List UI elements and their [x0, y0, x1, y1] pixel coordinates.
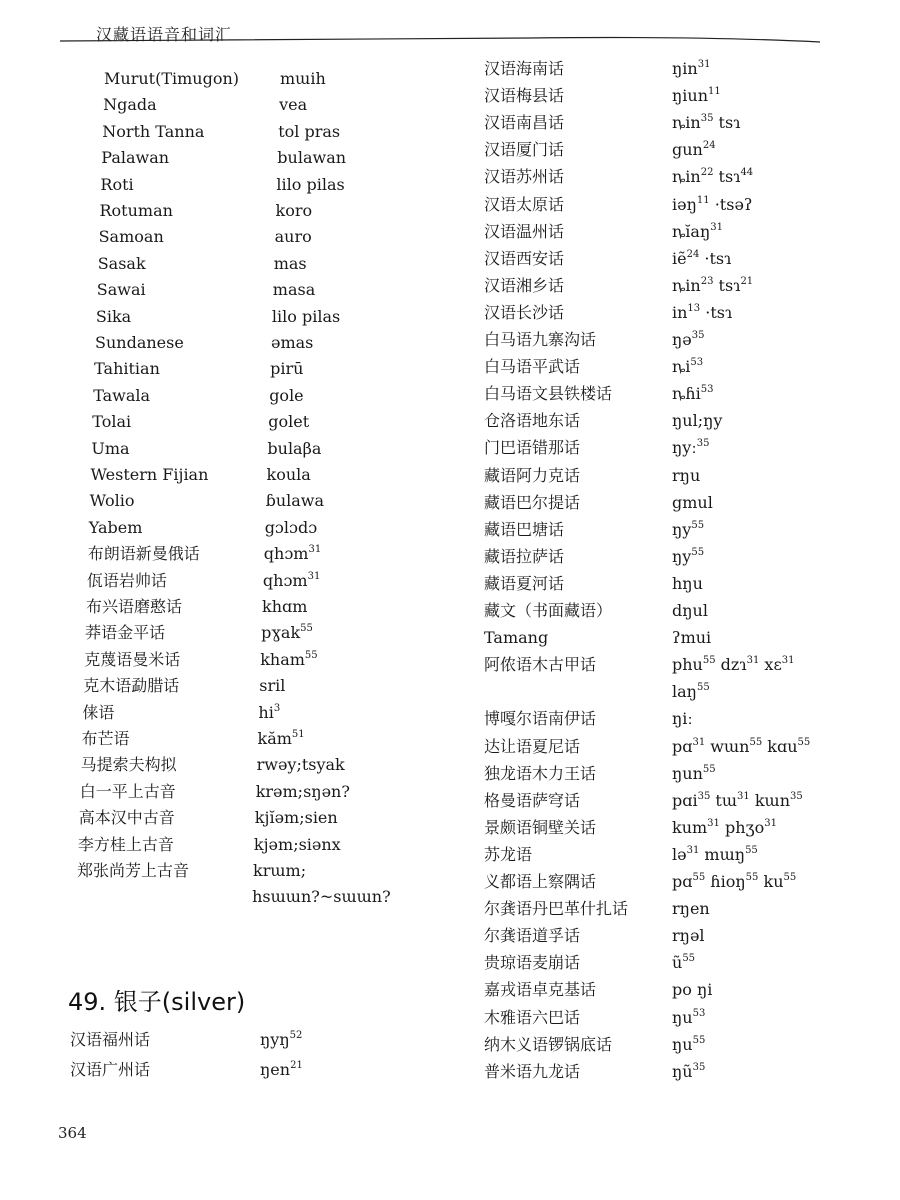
section-title: 银子(silver) [113, 988, 246, 1016]
word-form: koro [275, 201, 313, 220]
word-form: $hi^3$ [258, 702, 281, 722]
running-head: 汉藏语语音和词汇 [96, 25, 233, 44]
word-form: phu$^{55}$ dzɿ$^{31}$ xɛ$^{31}$ [672, 655, 795, 675]
language-name: Uma [91, 438, 130, 458]
header-rule [60, 30, 820, 44]
word-form: $ŋũ^{35}$ [672, 1061, 706, 1081]
word-form: laŋ$^{55}$ [672, 682, 710, 702]
language-name: 汉语厦门话 [484, 140, 565, 160]
language-name: 嘉戎语卓克基话 [484, 980, 597, 1000]
language-name: Tolai [92, 412, 132, 432]
word-form: $ŋy^{55}$ [672, 546, 705, 566]
language-name: 格曼语萨穹话 [484, 790, 581, 810]
language-name: 普米语九龙话 [484, 1061, 581, 1081]
word-form: ŋyŋ$^{52}$ [260, 1030, 303, 1049]
language-name: Roti [100, 174, 134, 194]
language-name: 藏语夏河话 [484, 573, 565, 593]
word-form: ŋiː [672, 709, 693, 729]
language-name: Yabem [88, 517, 143, 537]
word-form: kăm$^{51}$ [257, 729, 305, 748]
word-form: po ŋi [672, 980, 713, 1000]
language-name: 郑张尚芳上古音 [77, 861, 190, 880]
word-form: ŋyː$^{35}$ [672, 438, 710, 458]
word-form: kjĭəm;sien [254, 808, 338, 828]
word-form: ʔmui [672, 628, 712, 648]
word-form: ɓulawa [265, 491, 325, 511]
word-form: hsɯɯn?~sɯɯn? [252, 887, 391, 907]
word-form: bulawan [277, 148, 347, 168]
language-name: 藏语巴尔提话 [484, 492, 581, 512]
word-form: rwəy;tsyak [256, 755, 345, 775]
language-name: 尔龚语丹巴革什扎话 [484, 899, 629, 919]
word-form: mas [273, 253, 307, 273]
page-number: 364 [58, 1124, 87, 1142]
language-name: 布朗语新曼俄话 [87, 544, 200, 564]
language-name: 汉语海南话 [484, 59, 565, 78]
language-name: 汉语温州话 [484, 221, 565, 241]
word-form: masa [272, 280, 316, 300]
word-form: pɣak$^{55}$ [261, 623, 313, 643]
language-name: 贵琼语麦崩话 [484, 953, 581, 973]
language-name: 藏语巴塘话 [484, 519, 565, 539]
word-form: pɑi$^{35}$ tɯ$^{31}$ kɯn$^{35}$ [672, 790, 803, 810]
language-name: 马提索夫构拟 [80, 755, 177, 775]
language-name: 汉语福州话 [70, 1030, 151, 1049]
word-form: gole [269, 385, 304, 405]
word-form: mɯih [280, 69, 326, 88]
word-form: hŋu [672, 573, 703, 593]
word-form: khɑm [262, 597, 308, 616]
word-form: $ŋu^{55}$ [672, 1034, 706, 1054]
word-form: bulaβa [267, 438, 322, 458]
language-name: Tamang [484, 628, 549, 648]
word-form: kjəm;siənx [253, 834, 341, 854]
language-name: 汉语长沙话 [484, 302, 565, 322]
word-form: pɑ$^{55}$ ɦioŋ$^{55}$ $ku^{55}$ [672, 872, 797, 891]
language-name: 白马语文县铁楼话 [484, 384, 613, 404]
word-form: golet [268, 412, 310, 432]
word-form: krɯm; [253, 861, 307, 880]
language-name: 藏语阿力克话 [484, 465, 581, 485]
language-name: Samoan [98, 227, 164, 247]
language-name: Wolio [89, 491, 135, 511]
language-name: Western Fijian [90, 465, 209, 484]
language-name: 藏语拉萨话 [484, 546, 565, 566]
word-form: qhɔm$^{31}$ [263, 544, 322, 564]
word-form: ȵĭaŋ$^{31}$ [672, 221, 723, 241]
section-heading [68, 982, 245, 1017]
word-form: auro [274, 227, 312, 247]
word-form: ŋen$^{21}$ [260, 1060, 303, 1079]
language-name: Tahitian [94, 359, 160, 379]
word-form: rŋu [672, 465, 701, 485]
word-form: ŋul;ŋy [672, 411, 723, 431]
language-name: 景颇语铜壁关话 [484, 817, 597, 837]
word-form: ŋiun$^{11}$ [672, 86, 721, 106]
section-number: 49. [68, 988, 107, 1016]
language-name: North Tanna [102, 121, 205, 141]
word-form: sril [259, 676, 286, 696]
word-form: lilo pilas [271, 306, 341, 326]
language-name: 布芒语 [81, 729, 130, 748]
language-name: 阿侬语木古甲话 [484, 655, 597, 675]
language-name: 木雅语六巴话 [484, 1007, 581, 1027]
word-form: krəm;sŋən? [255, 781, 350, 801]
language-name: 达让语夏尼话 [484, 736, 581, 756]
word-form: dŋul [672, 601, 708, 620]
language-name: 白马语九寨沟话 [484, 330, 597, 349]
language-name: 汉语湘乡话 [484, 275, 565, 295]
language-name: 苏龙语 [484, 844, 533, 864]
word-form: ŋun$^{55}$ [672, 763, 716, 783]
language-name: 门巴语错那话 [484, 438, 581, 458]
language-name: 汉语南昌话 [484, 113, 565, 133]
language-name: 李方桂上古音 [77, 834, 174, 854]
word-form: ȵin$^{35}$ tsɿ [672, 113, 741, 133]
language-name: 汉语太原话 [484, 194, 565, 214]
language-name: 布兴语磨憨话 [86, 597, 183, 616]
word-form: ŋin$^{31}$ [672, 59, 711, 78]
word-form: $in^{13}$ ·tsɿ [672, 302, 733, 322]
language-name: 博嘎尔语南伊话 [484, 709, 597, 729]
language-name: 汉语广州话 [70, 1060, 151, 1079]
word-form: $ŋu^{53}$ [672, 1007, 706, 1027]
word-form: lə$^{31}$ mɯŋ$^{55}$ [672, 844, 758, 864]
word-form: koula [266, 465, 311, 484]
word-form: rŋəl [672, 926, 705, 946]
language-name: 克蔑语曼米话 [84, 649, 181, 669]
language-name: Sundanese [95, 333, 184, 352]
language-name: 义都语上察隅话 [484, 872, 597, 891]
word-form: vea [279, 95, 308, 115]
word-form: gmul [672, 492, 713, 512]
language-name: 独龙语木力王话 [484, 763, 597, 783]
word-form: kum$^{31}$ phʒo$^{31}$ [672, 817, 777, 837]
word-form: iẽ$^{24}$ ·tsɿ [672, 248, 732, 268]
language-name: 汉语西安话 [484, 248, 565, 268]
word-form: $ũ^{55}$ [672, 953, 696, 973]
language-name: Ngada [103, 95, 157, 115]
language-name: Sawai [96, 280, 146, 300]
language-name: 白一平上古音 [79, 781, 176, 801]
word-form: $ȵi^{53}$ [672, 357, 704, 377]
language-name: Sika [95, 306, 132, 326]
word-form: lilo pilas [276, 174, 345, 194]
word-form: gɔlɔdɔ [264, 517, 318, 537]
language-name: 仓洛语地东话 [484, 411, 581, 431]
word-form: pɑ$^{31}$ wɯn$^{55}$ kɑu$^{55}$ [672, 736, 811, 756]
word-form: ȵɦi$^{53}$ [672, 384, 714, 404]
word-form: ȵin$^{23}$ tsɿ$^{21}$ [672, 275, 754, 295]
language-name: Murut(Timugon) [104, 69, 239, 88]
word-form: əmas [271, 333, 314, 352]
word-form: tol pras [278, 121, 341, 141]
word-form: $ŋy^{55}$ [672, 519, 705, 539]
language-name: Sasak [97, 253, 146, 273]
language-name: 藏文（书面藏语） [484, 601, 613, 620]
language-name: 佤语岩帅话 [86, 570, 167, 590]
language-name: 汉语梅县话 [484, 86, 565, 106]
language-name: 汉语苏州话 [484, 167, 565, 187]
word-form: gun$^{24}$ [672, 140, 716, 160]
language-name: 高本汉中古音 [78, 808, 175, 828]
language-name: 白马语平武话 [484, 357, 581, 377]
language-name: 纳木义语锣锅底话 [484, 1034, 613, 1054]
word-form: pirū [270, 359, 304, 379]
word-form: iəŋ$^{11}$ ·tsəʔ [672, 194, 753, 214]
word-form: qhɔm$^{31}$ [262, 570, 321, 590]
language-name: 俫语 [82, 702, 115, 722]
word-form: ȵin$^{22}$ tsɿ$^{44}$ [672, 167, 754, 187]
word-form: rŋen [672, 899, 710, 919]
language-name: 莽语金平话 [85, 623, 166, 643]
language-name: Rotuman [99, 201, 173, 220]
language-name: 尔龚语道孚话 [484, 926, 581, 946]
language-name: Palawan [101, 148, 170, 168]
word-form: kham$^{55}$ [260, 649, 318, 669]
language-name: Tawala [93, 385, 151, 405]
word-form: ŋə$^{35}$ [672, 330, 705, 349]
language-name: 克木语勐腊话 [83, 676, 180, 696]
